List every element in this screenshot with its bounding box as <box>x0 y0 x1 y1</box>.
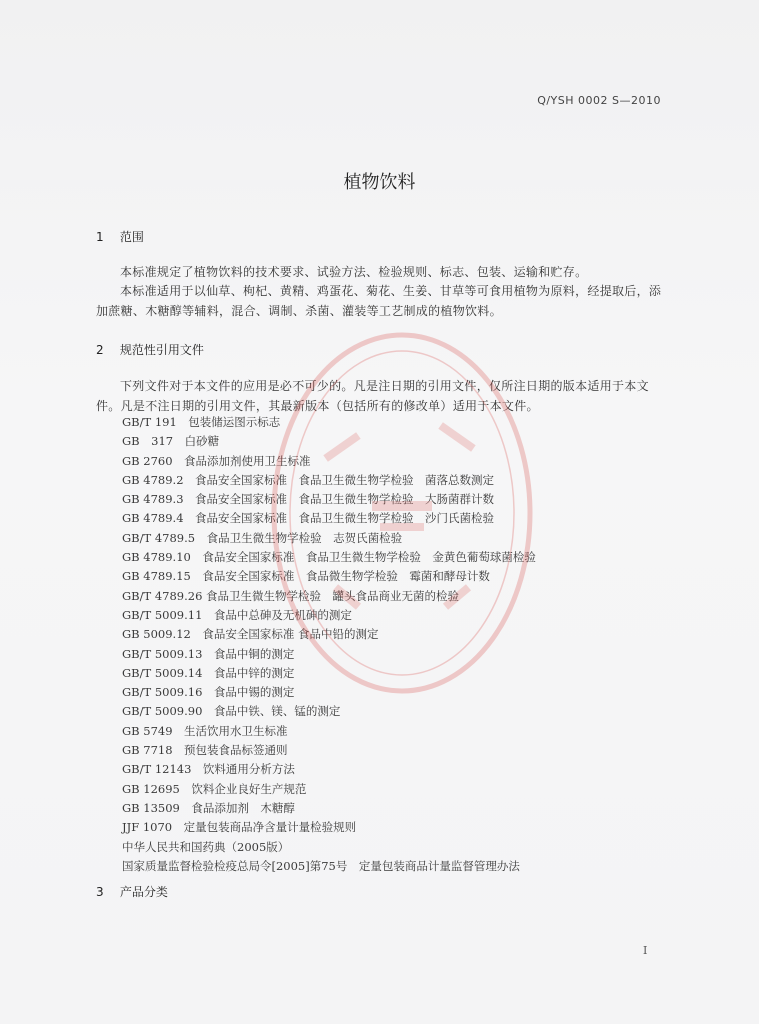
scope-paragraph-1: 本标准规定了植物饮料的技术要求、试验方法、检验规则、标志、包装、运输和贮存。 <box>120 265 588 279</box>
document-title: 植物饮料 <box>343 172 416 193</box>
reference-item: GB 4789.15 食品安全国家标准 食品微生物学检验 霉菌和酵母计数 <box>122 569 490 584</box>
reference-item: GB 13509 食品添加剂 木糖醇 <box>122 800 295 815</box>
reference-item: GB 4789.2 食品安全国家标准 食品卫生微生物学检验 菌落总数测定 <box>122 472 495 487</box>
reference-item: GB/T 5009.14 食品中锌的测定 <box>122 665 295 680</box>
section-number: 2 <box>96 343 104 357</box>
reference-item: 中华人民共和国药典（2005版） <box>122 839 290 854</box>
document-code: Q/YSH 0002 S—2010 <box>537 94 661 107</box>
reference-item: GB 5749 生活饮用水卫生标准 <box>122 723 288 738</box>
reference-item: GB 12695 饮料企业良好生产规范 <box>122 781 307 796</box>
reference-item: GB 317 白砂糖 <box>122 434 220 449</box>
reference-item: GB 2760 食品添加剂使用卫生标准 <box>122 453 311 468</box>
reference-item: GB 5009.12 食品安全国家标准 食品中铅的测定 <box>122 627 379 642</box>
reference-item: GB 4789.10 食品安全国家标准 食品卫生微生物学检验 金黄色葡萄球菌检验 <box>122 550 536 565</box>
reference-item: GB/T 5009.13 食品中铜的测定 <box>122 646 295 661</box>
reference-item: 国家质量监督检验检疫总局令[2005]第75号 定量包装商品计量监督管理办法 <box>122 858 520 873</box>
reference-item: GB/T 4789.5 食品卫生微生物学检验 志贺氏菌检验 <box>122 530 403 545</box>
page-number: I <box>643 944 648 957</box>
reference-item: GB/T 5009.90 食品中铁、镁、锰的测定 <box>122 704 341 719</box>
reference-item: GB/T 12143 饮料通用分析方法 <box>122 762 295 777</box>
section-heading-scope <box>96 228 144 245</box>
reference-item: GB/T 191 包装储运图示标志 <box>122 415 281 429</box>
section-title: 产品分类 <box>119 885 168 899</box>
section-title: 规范性引用文件 <box>119 343 204 357</box>
section-number: 3 <box>96 885 104 899</box>
reference-item: GB/T 5009.16 食品中锡的测定 <box>122 685 295 700</box>
reference-item: GB 4789.4 食品安全国家标准 食品卫生微生物学检验 沙门氏菌检验 <box>122 511 495 526</box>
reference-list <box>122 413 536 876</box>
reference-item: GB 4789.3 食品安全国家标准 食品卫生微生物学检验 大肠菌群计数 <box>122 492 495 507</box>
reference-item: GB/T 5009.11 食品中总砷及无机砷的测定 <box>122 607 352 622</box>
reference-item: JJF 1070 定量包装商品净含量计量检验规则 <box>122 820 357 835</box>
references-intro: 下列文件对于本文件的应用是必不可少的。凡是注日期的引用文件，仅所注日期的版本适用于本文件。凡是不注日期的引用文件，其最新版本（包括所有的修改单）适用于本文件。 <box>96 379 649 413</box>
section-heading-normative-references <box>96 341 204 358</box>
section-heading-classification <box>96 883 168 900</box>
reference-item: GB/T 4789.26 食品卫生微生物学检验 罐头食品商业无菌的检验 <box>122 588 460 603</box>
section-title: 范围 <box>119 230 144 244</box>
reference-item: GB 7718 预包装食品标签通则 <box>122 743 288 758</box>
scope-paragraph-2: 本标准适用于以仙草、枸杞、黄精、鸡蛋花、菊花、生姜、甘草等可食用植物为原料，经提取后，添加蔗糖、木糖醇等辅料，混合、调制、杀菌、灌装等工艺制成的植物饮料。 <box>96 284 662 318</box>
section-number: 1 <box>96 230 104 244</box>
